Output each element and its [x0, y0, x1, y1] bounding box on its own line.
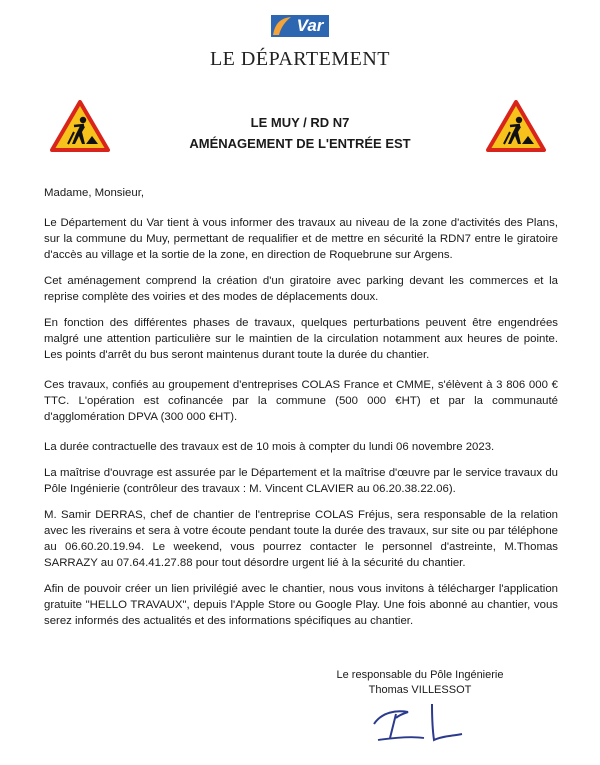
- paragraph: Ces travaux, confiés au groupement d'entreprises COLAS France et CMME, s'élèvent à 3 806 000 € TTC. L'opération est cofinancée par la commune (500 000 €HT) et par la communauté d'agglomération DPVA (300 000 €HT).: [44, 379, 558, 423]
- paragraph: Le Département du Var tient à vous informer des travaux au niveau de la zone d'activités des Plans, sur la commune du Muy, permettant de requalifier et de mettre en sécurité la RDN7 entre le giratoire d'accès au village et la sortie de la zone, en direction de Roquebrune sur Argens.: [44, 217, 558, 261]
- var-logo-badge: [271, 14, 330, 38]
- var-sun-icon: [271, 15, 293, 37]
- logo-brand-text: Var: [293, 15, 330, 37]
- signatory-role: Le responsable du Pôle Ingénierie: [336, 669, 504, 681]
- paragraph: Afin de pouvoir créer un lien privilégié avec le chantier, nous vous invitons à télécharger l'application gratuite "HELLO TRAVAUX", depuis l'Apple Store ou Google Play. Une fois abonné au chantier, vous serez informés des actualités et des informations spécifiques au chantier.: [44, 583, 558, 627]
- handwritten-signature: [362, 700, 472, 748]
- logo-department-text: LE DÉPARTEMENT: [209, 48, 391, 70]
- paragraph: Cet aménagement comprend la création d'un giratoire avec parking devant les commerces et la reprise complète des voiries et des modes de déplacements doux.: [44, 275, 558, 303]
- signatory-name: Thomas VILLESSOT: [368, 684, 472, 696]
- paragraph: M. Samir DERRAS, chef de chantier de l'entreprise COLAS Fréjus, sera responsable de la relation avec les riverains et sera à votre écoute pendant toute la durée des travaux, sur site ou par téléphone au 06.60.20.19.94. Le weekend, vous pourrez contacter le personnel d'astreinte, M.Thomas SARRAZY au 07.64.41.27.88 pour tout désordre urgent lié à la sécurité du chantier.: [44, 509, 558, 569]
- paragraph: En fonction des différentes phases de travaux, quelques perturbations peuvent être engendrées malgré une attention particulière sur le maintien de la circulation notamment aux heures de pointe. Les points d'arrêt du bus seront maintenus durant toute la durée du chantier.: [44, 317, 558, 361]
- paragraph: La durée contractuelle des travaux est de 10 mois à compter du lundi 06 novembre 2023.: [44, 441, 495, 453]
- title-line-2: AMÉNAGEMENT DE L'ENTRÉE EST: [189, 136, 411, 151]
- letter-body: [44, 185, 558, 639]
- document-title: [0, 112, 600, 154]
- greeting: Madame, Monsieur,: [44, 187, 145, 199]
- title-line-1: LE MUY / RD N7: [250, 115, 350, 130]
- signature-block: [300, 668, 540, 698]
- department-logo: [0, 14, 600, 71]
- paragraph: La maîtrise d'ouvrage est assurée par le Département et la maîtrise d'œuvre par le service travaux du Pôle Ingénierie (contrôleur des travaux : M. Vincent CLAVIER au 06.20.38.22.06).: [44, 467, 558, 495]
